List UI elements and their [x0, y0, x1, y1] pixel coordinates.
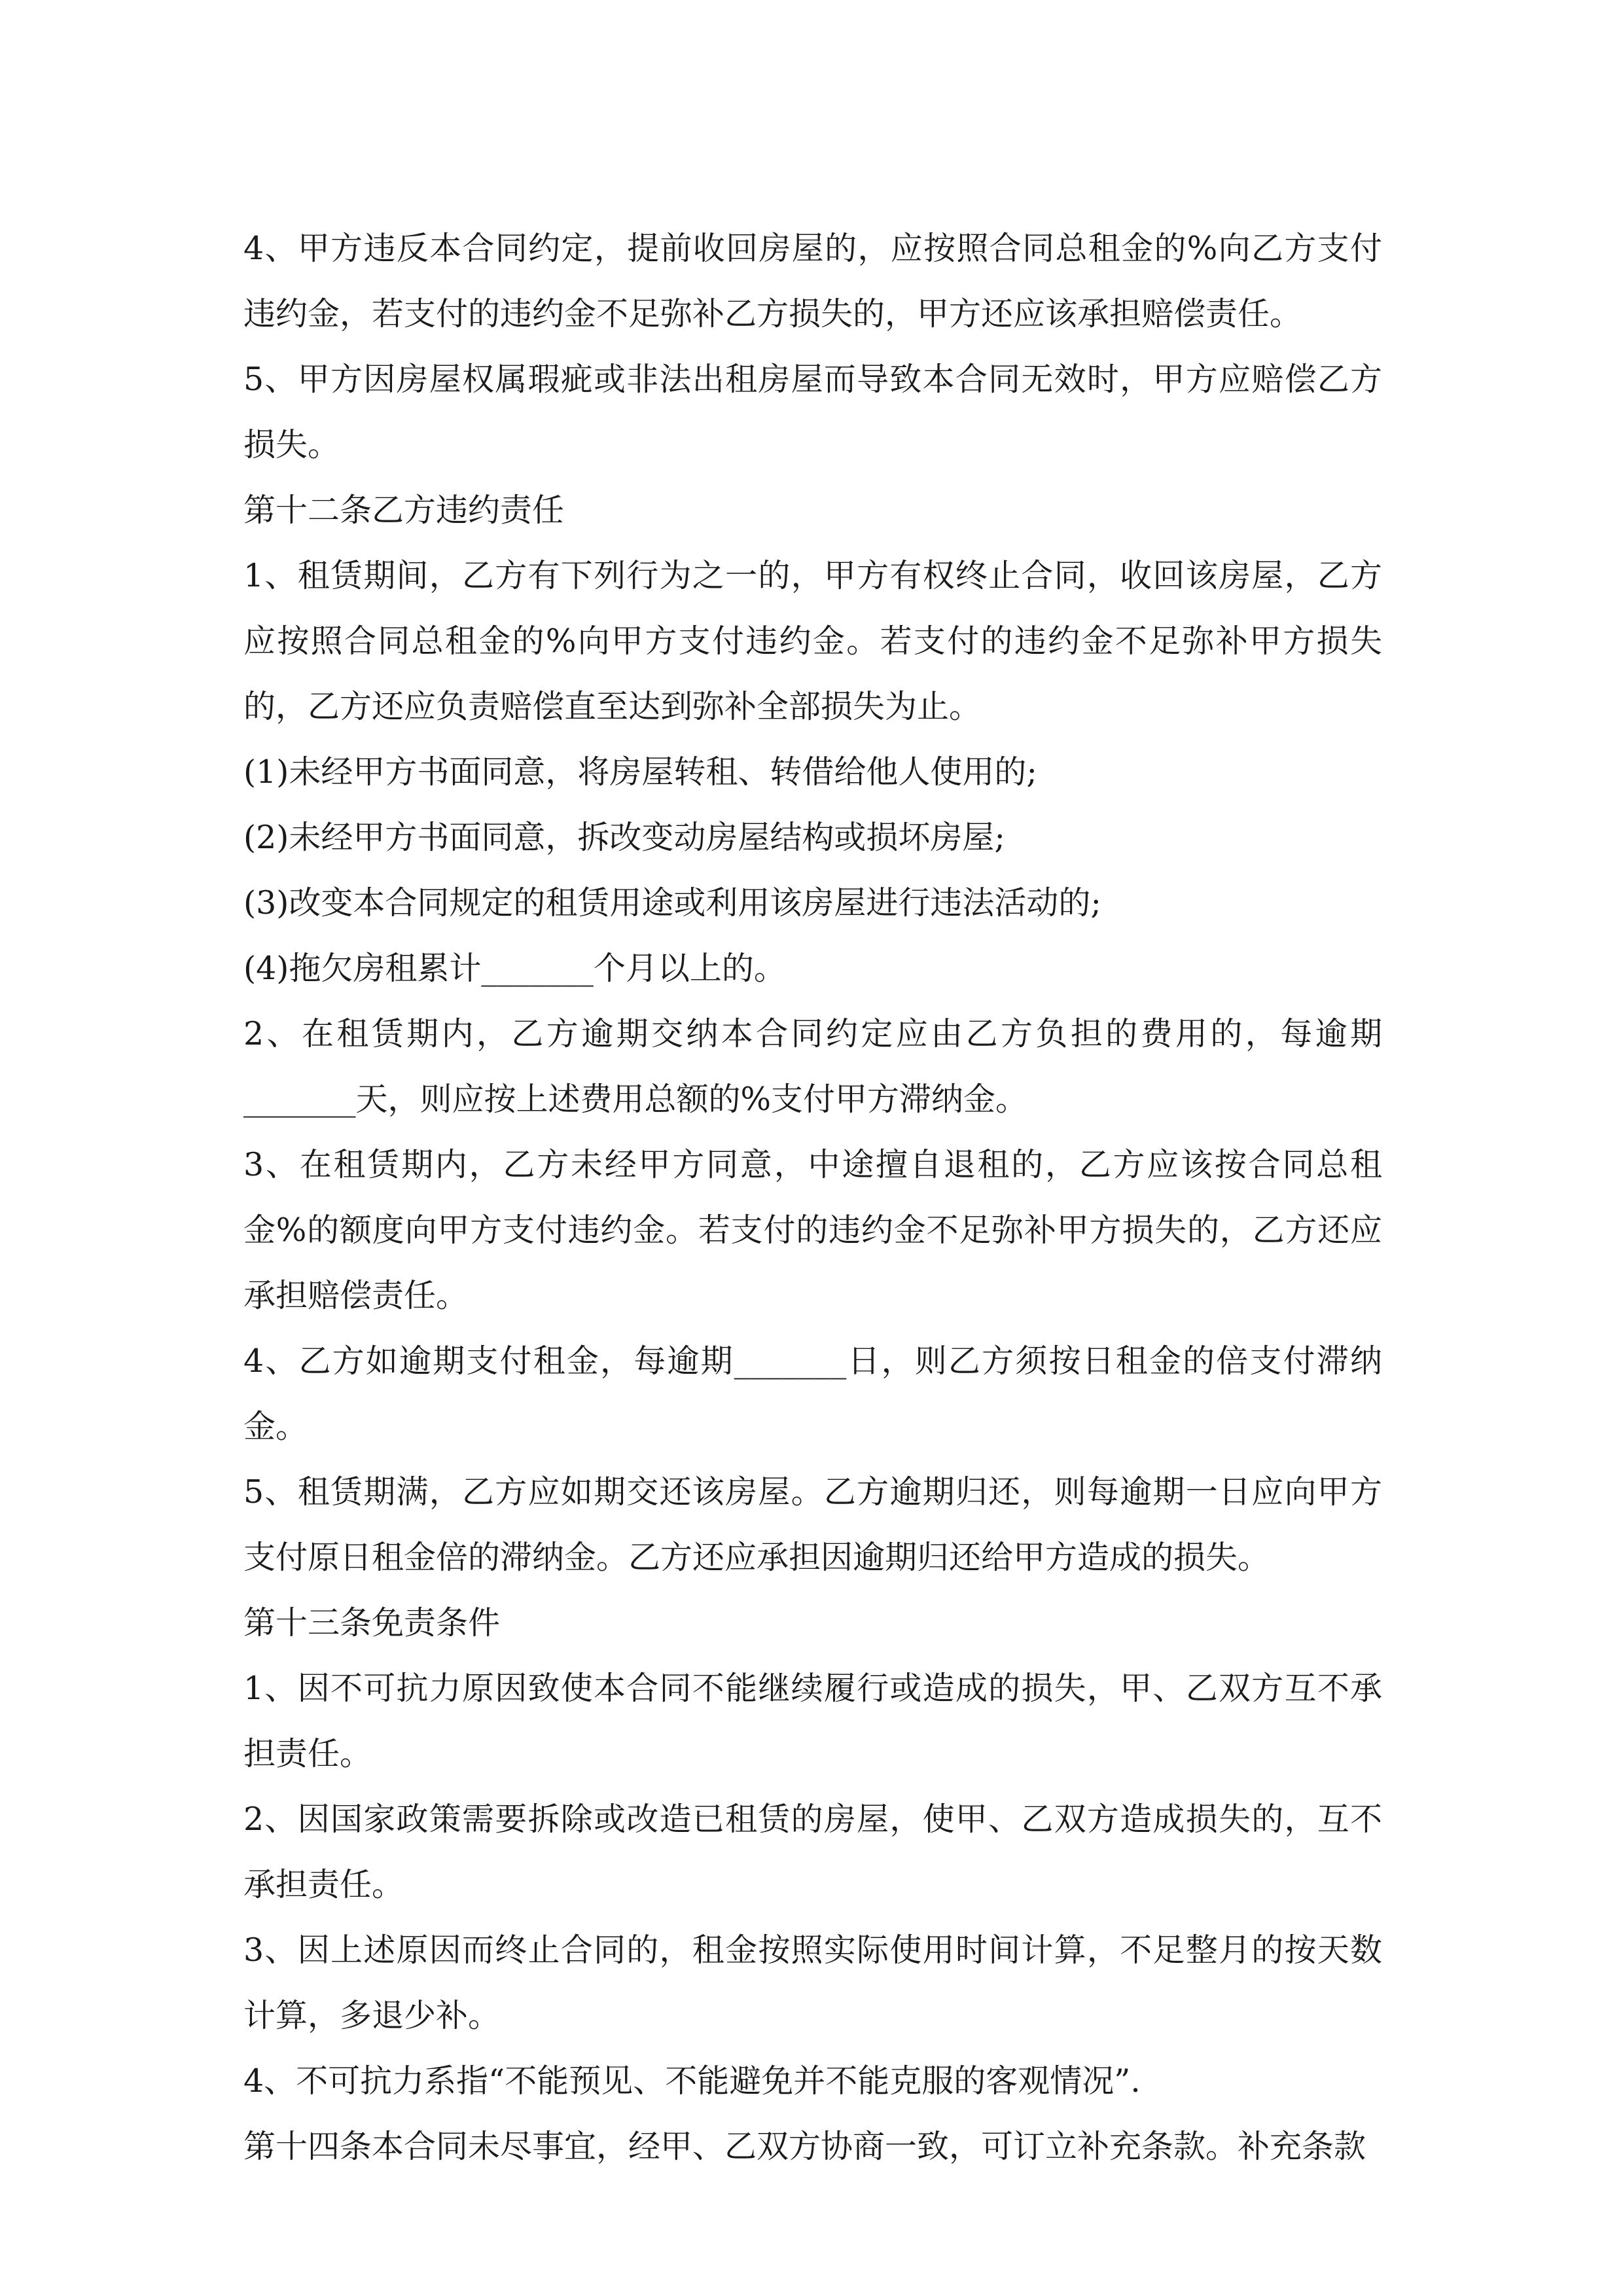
list-item-illegal-use: (3)改变本合同规定的租赁用途或利用该房屋进行违法活动的; — [243, 884, 1101, 922]
paragraph-article-12-item-3: 3、在租赁期内，乙方未经甲方同意，中途擅自退租的，乙方应该按合同总租金%的额度向甲方支付违约金。若支付的违约金不足弥补甲方损失的，乙方还应承担赔偿责任。 — [243, 1146, 1382, 1314]
paragraph-article-12-item-4: 4、乙方如逾期支付租金，每逾期_______日，则乙方须按日租金的倍支付滞纳金。 — [243, 1342, 1382, 1445]
paragraph-article-12-item-5: 5、租赁期满，乙方应如期交还该房屋。乙方逾期归还，则每逾期一日应向甲方支付原日租金倍的滞纳金。乙方还应承担因逾期归还给甲方造成的损失。 — [243, 1473, 1382, 1576]
list-item-sublease: (1)未经甲方书面同意，将房屋转租、转借给他人使用的; — [243, 753, 1037, 791]
paragraph-clause-5-lessor-title-defect: 5、甲方因房屋权属瑕疵或非法出租房屋而导致本合同无效时，甲方应赔偿乙方损失。 — [243, 361, 1382, 463]
paragraph-article-13-item-2: 2、因国家政策需要拆除或改造已租赁的房屋，使甲、乙双方造成损失的，互不承担责任。 — [243, 1801, 1382, 1903]
list-item-rent-arrears: (4)拖欠房租累计_______个月以上的。 — [243, 950, 786, 987]
paragraph-article-12-item-1: 1、租赁期间，乙方有下列行为之一的，甲方有权终止合同，收回该房屋，乙方应按照合同总租金的%向甲方支付违约金。若支付的违约金不足弥补甲方损失的，乙方还应负责赔偿直至达到弥补全部损失为止。 — [243, 557, 1382, 725]
list-item-structure-alteration: (2)未经甲方书面同意，拆改变动房屋结构或损坏房屋; — [243, 819, 1005, 856]
paragraph-article-14: 第十四条本合同未尽事宜，经甲、乙双方协商一致，可订立补充条款。补充条款 — [243, 2128, 1366, 2165]
paragraph-article-13-item-3: 3、因上述原因而终止合同的，租金按照实际使用时间计算，不足整月的按天数计算，多退少补。 — [243, 1931, 1382, 2034]
paragraph-article-12-item-2: 2、在租赁期内，乙方逾期交纳本合同约定应由乙方负担的费用的，每逾期_______天，则应按上述费用总额的%支付甲方滞纳金。 — [243, 1015, 1382, 1118]
document-body — [243, 216, 1382, 2179]
paragraph-clause-4-lessor-early-recovery: 4、甲方违反本合同约定，提前收回房屋的，应按照合同总租金的%向乙方支付违约金，若支付的违约金不足弥补乙方损失的，甲方还应该承担赔偿责任。 — [243, 230, 1382, 332]
paragraph-article-13-item-1: 1、因不可抗力原因致使本合同不能继续履行或造成的损失，甲、乙双方互不承担责任。 — [243, 1670, 1382, 1772]
section-heading-article-12: 第十二条乙方违约责任 — [243, 492, 565, 529]
section-heading-article-13: 第十三条免责条件 — [243, 1604, 501, 1641]
paragraph-article-13-item-4: 4、不可抗力系指“不能预见、不能避免并不能克服的客观情况”. — [243, 2062, 1141, 2100]
